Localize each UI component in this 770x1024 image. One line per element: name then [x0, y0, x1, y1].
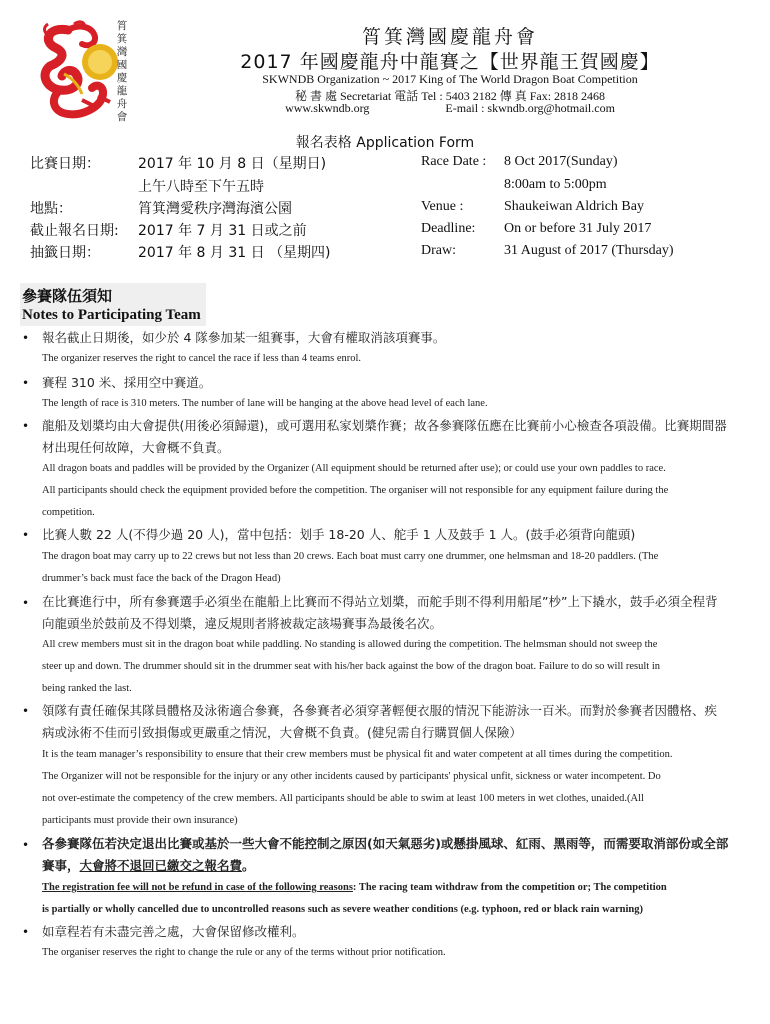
note-6-cn-line2: 病或泳術不佳而引致損傷或更嚴重之情況，大會概不負責。(健兒需自行購買個人保險）: [42, 725, 522, 740]
bullet: •: [22, 925, 30, 939]
note-8-cn: 如章程若有未盡完善之處，大會保留修改權利。: [42, 924, 305, 939]
secretariat-contact: 秘 書 處 Secretariat 電話 Tel : 5403 2182 傳 真 Fax: 2818 2468: [294, 89, 606, 103]
venue-en-label: Venue :: [421, 199, 464, 214]
note-6-cn-line1: 領隊有責任確保其隊員體格及泳術適合參賽，各參賽者必須穿著輕便衣服的情況下能游泳一百米。而對於參賽者因體格、疾: [42, 703, 718, 718]
note-7-en-line1: [42, 877, 754, 899]
deadline-en: On or before 31 July 2017: [504, 221, 652, 236]
note-1-cn: 報名截止日期後，如少於 4 隊參加某一組賽事，大會有權取消該項賽事。: [42, 330, 446, 345]
note-7-cn-part-b: 大會將不退回已繳交之報名費: [79, 858, 243, 873]
note-7-cn-line2: [42, 855, 754, 877]
draw-cn: 2017 年 8 月 31 日 （星期四): [138, 245, 331, 261]
venue-cn-label: 地點：: [30, 201, 72, 217]
bullet: •: [22, 419, 30, 433]
bullet: •: [22, 376, 30, 390]
logo-vertical-text: 筲 箕 灣 國 慶 龍 舟 會: [116, 20, 128, 123]
note-7-en-part-a: The registration fee will not be refund in case of the following reasons: [42, 882, 353, 893]
note-5-en-line1: All crew members must sit in the dragon boat while paddling. No standing is allowed during the competition. The helmsman should not sweep the: [42, 639, 658, 650]
draw-en: 31 August of 2017 (Thursday): [504, 243, 674, 258]
note-7-en-line2: is partially or wholly cancelled due to uncontrolled reasons such as severe weather conditions (e.g. typhoon, red or black rain warning): [42, 904, 643, 915]
note-5-cn-line1: 在比賽進行中，所有參賽選手必須坐在龍船上比賽而不得站立划槳，而舵手則不得利用船尾”杪”上下撬水，鼓手必須全程背: [42, 594, 718, 609]
note-2-en: The length of race is 310 meters. The number of lane will be hanging at the above head level of each lane.: [42, 398, 488, 409]
bullet: •: [22, 838, 30, 852]
note-7-cn-line1: 各參賽隊伍若決定退出比賽或基於一些大會不能控制之原因(如天氣惡劣)或懸掛風球、紅雨、黑雨等，而需要取消部份或全部: [42, 836, 729, 851]
note-8-en: The organiser reserves the right to change the rule or any of the terms without prior notification.: [42, 947, 446, 958]
form-title: 報名表格 Application Form: [295, 135, 475, 151]
email-link[interactable]: E-mail : skwndb.org@hotmail.com: [445, 101, 615, 115]
note-5-cn-line2: 向龍頭坐於鼓前及不得划槳，違反規則者將被裁定該場賽事為最後名次。: [42, 616, 443, 631]
race-date-en: 8 Oct 2017(Sunday): [504, 154, 618, 169]
note-7-en-part-b: : The racing team withdraw from the competition or; The competition: [352, 882, 667, 893]
draw-cn-label: 抽籤日期：: [30, 245, 100, 261]
title-en: SKWNDB Organization ~ 2017 King of The World Dragon Boat Competition: [262, 72, 638, 86]
race-date-cn-label: 比賽日期：: [30, 156, 100, 172]
web-email-line: [150, 101, 750, 116]
bullet: •: [22, 528, 30, 542]
bullet: •: [22, 331, 30, 345]
bullet: •: [22, 596, 30, 610]
deadline-cn-label: 截止報名日期:: [30, 223, 119, 239]
race-time-cn: 上午八時至下午五時: [138, 179, 264, 195]
note-6-en-line3: not over-estimate the competency of the crew members. All participants should be able to swim at least 100 meters in wet clothes, unaided.(All: [42, 793, 644, 804]
note-2-cn: 賽程 310 米、採用空中賽道。: [42, 375, 212, 390]
note-4-en-line1: The dragon boat may carry up to 22 crews but not less than 20 crews. Each boat must carry one drummer, one helmsman and 18-20 paddlers. (The: [42, 551, 659, 562]
bullet: •: [22, 704, 30, 718]
note-3-en-line1: All dragon boats and paddles will be provided by the Organizer (All equipment should be returned after use); or could use your own paddles to race.: [42, 463, 666, 474]
section-title-cn: 參賽隊伍須知: [22, 287, 113, 305]
draw-en-label: Draw:: [421, 243, 456, 258]
note-3-cn-line1: 龍船及划槳均由大會提供(用後必須歸還)，或可選用私家划槳作賽；故各參賽隊伍應在比賽前小心檢查各項設備。比賽期間器: [42, 418, 727, 433]
deadline-cn: 2017 年 7 月 31 日或之前: [138, 223, 307, 239]
note-3-en-line3: competition.: [42, 507, 95, 518]
note-5-en-line2: steer up and down. The drummer should sit in the drummer seat with his/her back against the bow of the dragon boat. Failure to do so will result in: [42, 661, 661, 672]
note-3-cn-line2: 材出現任何故障，大會概不負責。: [42, 440, 230, 455]
title-cn: 筲箕灣國慶龍舟會: [361, 26, 538, 48]
note-5-en-line3: being ranked the last.: [42, 683, 132, 694]
title-cn-competition: 2017 年國慶龍舟中龍賽之【世界龍王賀國慶】: [240, 51, 660, 73]
section-title-en: Notes to Participating Team: [22, 307, 201, 323]
note-3-en-line2: All participants should check the equipment provided before the competition. The organiser will not responsible for any equipment failure during the: [42, 485, 669, 496]
race-date-cn: 2017 年 10 月 8 日（星期日): [138, 156, 327, 172]
note-6-en-line1: It is the team manager’s responsibility to ensure that their crew members must be physical fit and water competent at all times during the competition.: [42, 749, 673, 760]
note-6-en-line2: The Organizer will not be responsible for the injury or any other incidents caused by participants' physical unfit, sickness or water incompetent. Do: [42, 771, 661, 782]
note-4-cn: 比賽人數 22 人(不得少過 20 人)，當中包括：划手 18-20 人、舵手 1 人及鼓手 1 人。(鼓手必須背向龍頭): [42, 527, 636, 542]
note-6-en-line4: participants must provide their own insurance): [42, 815, 238, 826]
note-7-cn-part-a: 賽事，: [42, 858, 80, 873]
note-7-cn-part-c: 。: [242, 858, 255, 873]
note-4-en-line2: drummer’s back must face the back of the Dragon Head): [42, 573, 281, 584]
venue-en: Shaukeiwan Aldrich Bay: [504, 199, 644, 214]
venue-cn: 筲箕灣愛秩序灣海濱公園: [138, 201, 292, 217]
race-date-en-label: Race Date :: [421, 154, 487, 169]
website-link[interactable]: www.skwndb.org: [285, 101, 370, 115]
deadline-en-label: Deadline:: [421, 221, 476, 236]
note-1-en: The organizer reserves the right to cancel the race if less than 4 teams enrol.: [42, 353, 362, 364]
race-time-en: 8:00am to 5:00pm: [504, 177, 607, 192]
